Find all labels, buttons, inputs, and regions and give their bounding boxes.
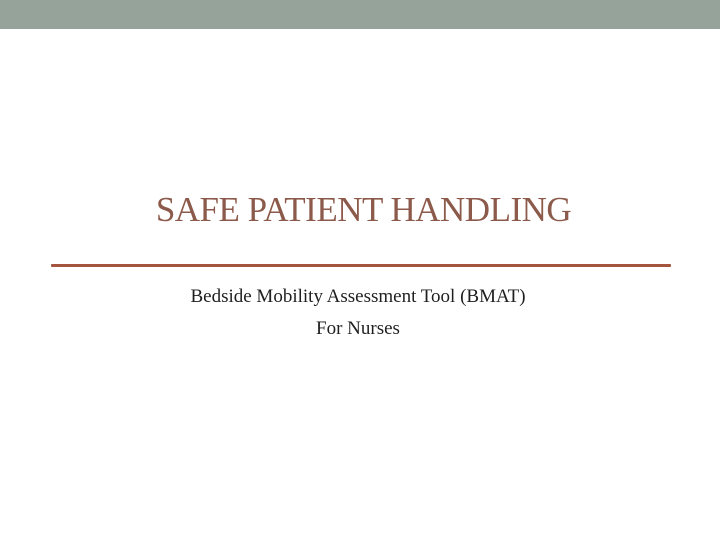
slide-subtitle-line-1: Bedside Mobility Assessment Tool (BMAT) [190, 286, 526, 307]
title-underline [51, 264, 671, 267]
slide-title: SAFE PATIENT HANDLING [155, 190, 572, 229]
slide-subtitle-line-2: For Nurses [316, 318, 400, 339]
slide-header-band [0, 0, 720, 29]
